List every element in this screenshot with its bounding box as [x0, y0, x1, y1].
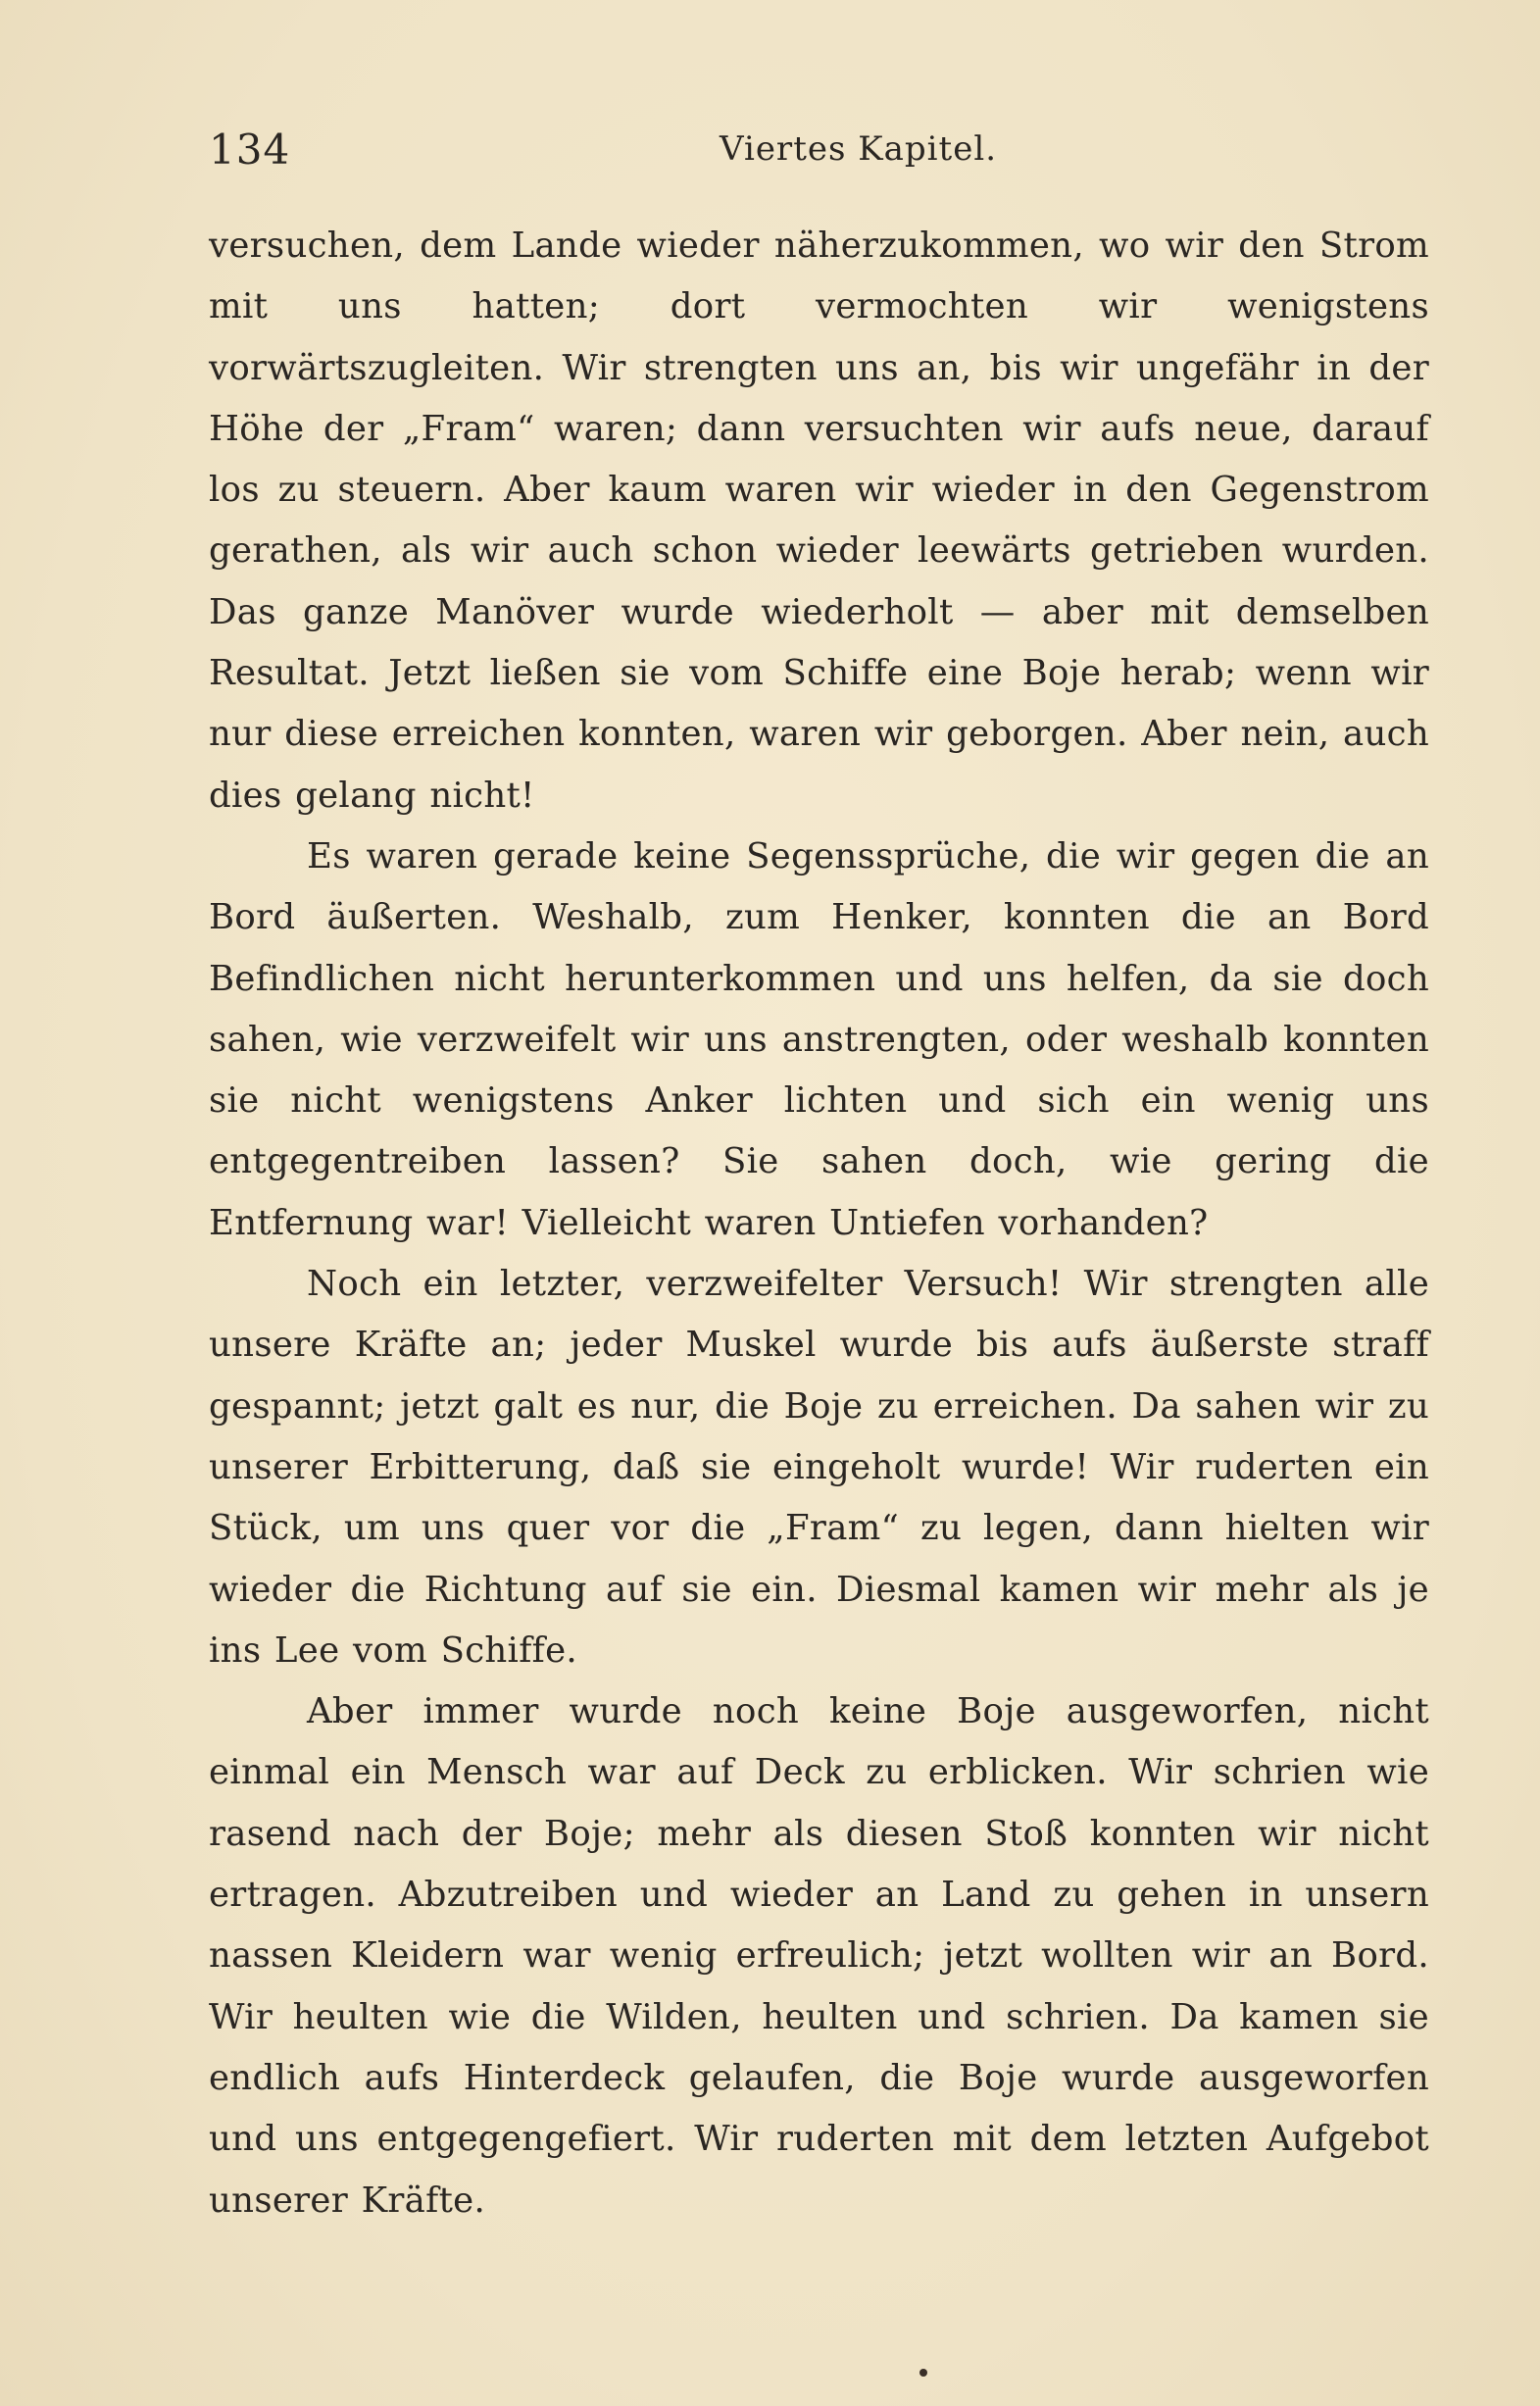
- page-header: [209, 125, 1429, 184]
- paragraph-1: versuchen, dem Lande wieder näherzukommen, wo wir den Strom mit uns hatten; dort vermochten wir wenigstens vorwärtszugleiten. Wir strengten uns an, bis wir ungefähr in der Höhe der „Fram“ waren; dann versuchten wir aufs neue, darauf los zu steuern. Aber kaum waren wir wieder in den Gegenstrom gerathen, als wir auch schon wieder leewärts getrieben wurden. Das ganze Manöver wurde wiederholt — aber mit demselben Resultat. Jetzt ließen sie vom Schiffe eine Boje herab; wenn wir nur diese erreichen konnten, waren wir geborgen. Aber nein, auch dies gelang nicht!: [209, 226, 1429, 816]
- page-number: 134: [209, 125, 291, 174]
- ink-speck: [919, 2369, 927, 2377]
- running-head: Viertes Kapitel.: [719, 129, 998, 169]
- paragraph-3: Noch ein letzter, verzweifelter Versuch! Wir strengten alle unsere Kräfte an; jeder Muskel wurde bis aufs äußerste straff gespannt; jetzt galt es nur, die Boje zu erreichen. Da sahen wir zu unserer Erbitterung, daß sie eingeholt wurde! Wir ruderten ein Stück, um uns quer vor die „Fram“ zu legen, dann hielten wir wieder die Richtung auf sie ein. Diesmal kamen wir mehr als je ins Lee vom Schiffe.: [209, 1264, 1429, 1671]
- paragraph-4: Aber immer wurde noch keine Boje ausgeworfen, nicht einmal ein Mensch war auf Deck zu erblicken. Wir schrien wie rasend nach der Boje; mehr als diesen Stoß konnten wir nicht ertragen. Abzutreiben und wieder an Land zu gehen in unsern nassen Kleidern war wenig erfreulich; jetzt wollten wir an Bord. Wir heulten wie die Wilden, heulten und schrien. Da kamen sie endlich aufs Hinterdeck gelaufen, die Boje wurde ausgeworfen und uns entgegengefiert. Wir ruderten mit dem letzten Aufgebot unserer Kräfte.: [209, 1691, 1429, 2221]
- body-text: [209, 216, 1429, 2231]
- paragraph-2: Es waren gerade keine Segenssprüche, die wir gegen die an Bord äußerten. Weshalb, zum Henker, konnten die an Bord Befindlichen nicht herunterkommen und uns helfen, da sie doch sahen, wie verzweifelt wir uns anstrengten, oder weshalb konnten sie nicht wenigstens Anker lichten und sich ein wenig uns entgegentreiben lassen? Sie sahen doch, wie gering die Entfernung war! Vielleicht waren Untiefen vorhanden?: [209, 835, 1429, 1243]
